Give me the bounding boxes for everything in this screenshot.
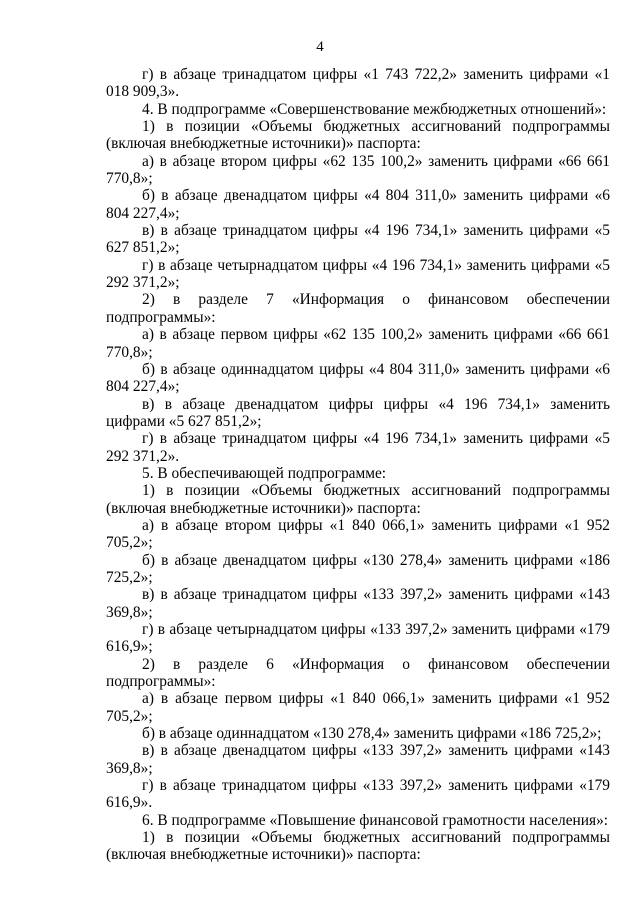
paragraph-4-1: 1) в позиции «Объемы бюджетных ассигнований подпрограммы (включая внебюджетные источники)» паспорта:: [106, 118, 610, 153]
paragraph-5-2-a: а) в абзаце первом цифры «1 840 066,1» заменить цифрами «1 952 705,2»;: [106, 690, 610, 725]
paragraph-4-1-b: б) в абзаце двенадцатом цифры «4 804 311,0» заменить цифрами «6 804 227,4»;: [106, 187, 610, 222]
paragraph-4-3-g: г) в абзаце тринадцатом цифры «1 743 722,2» заменить цифрами «1 018 909,3».: [106, 66, 610, 101]
paragraph-4-1-v: в) в абзаце тринадцатом цифры «4 196 734,1» заменить цифрами «5 627 851,2»;: [106, 222, 610, 257]
document-body: [106, 66, 610, 864]
paragraph-5-2-g: г) в абзаце тринадцатом цифры «133 397,2» заменить цифрами «179 616,9».: [106, 777, 610, 812]
paragraph-5-2-v: в) в абзаце двенадцатом цифры «133 397,2» заменить цифрами «143 369,8»;: [106, 742, 610, 777]
section-5-heading: 5. В обеспечивающей подпрограмме:: [142, 464, 387, 482]
paragraph-6-1: 1) в позиции «Объемы бюджетных ассигнований подпрограммы (включая внебюджетные источники)» паспорта:: [106, 829, 610, 864]
page-number: 4: [316, 39, 324, 55]
paragraph-4-1-a: а) в абзаце втором цифры «62 135 100,2» заменить цифрами «66 661 770,8»;: [106, 152, 610, 188]
paragraph-5-2: 2) в разделе 6 «Информация о финансовом обеспечении подпрограммы»:: [106, 655, 610, 691]
paragraph-4-2-v: в) в абзаце двенадцатом цифры цифры «4 196 734,1» заменить цифрами «5 627 851,2»;: [106, 395, 610, 430]
paragraph-5-1-b: б) в абзаце двенадцатом цифры «130 278,4» заменить цифрами «186 725,2»;: [106, 551, 610, 586]
paragraph-4-1-g: г) в абзаце четырнадцатом цифры «4 196 734,1» заменить цифрами «5 292 371,2»;: [106, 256, 610, 292]
paragraph-4-2-b: б) в абзаце одиннадцатом цифры «4 804 311,0» заменить цифрами «6 804 227,4»;: [106, 360, 610, 396]
section-4-heading: 4. В подпрограмме «Совершенствование межбюджетных отношений»:: [142, 100, 607, 118]
section-6-heading: 6. В подпрограмме «Повышение финансовой грамотности населения»:: [142, 811, 609, 829]
paragraph-4-2: 2) в разделе 7 «Информация о финансовом обеспечении подпрограммы»:: [106, 291, 610, 326]
paragraph-5-1-a: а) в абзаце втором цифры «1 840 066,1» заменить цифрами «1 952 705,2»;: [106, 516, 610, 552]
paragraph-5-1-g: г) в абзаце четырнадцатом цифры «133 397,2» заменить цифрами «179 616,9»;: [106, 621, 610, 656]
paragraph-5-1: 1) в позиции «Объемы бюджетных ассигнований подпрограммы (включая внебюджетные источники)» паспорта:: [106, 482, 610, 517]
paragraph-5-2-b: б) в абзаце одиннадцатом «130 278,4» заменить цифрами «186 725,2»;: [142, 725, 602, 743]
paragraph-4-2-a: а) в абзаце первом цифры «62 135 100,2» заменить цифрами «66 661 770,8»;: [106, 326, 610, 361]
paragraph-4-2-g: г) в абзаце тринадцатом цифры «4 196 734,1» заменить цифрами «5 292 371,2».: [106, 430, 610, 465]
paragraph-5-1-v: в) в абзаце тринадцатом цифры «133 397,2» заменить цифрами «143 369,8»;: [106, 586, 610, 621]
